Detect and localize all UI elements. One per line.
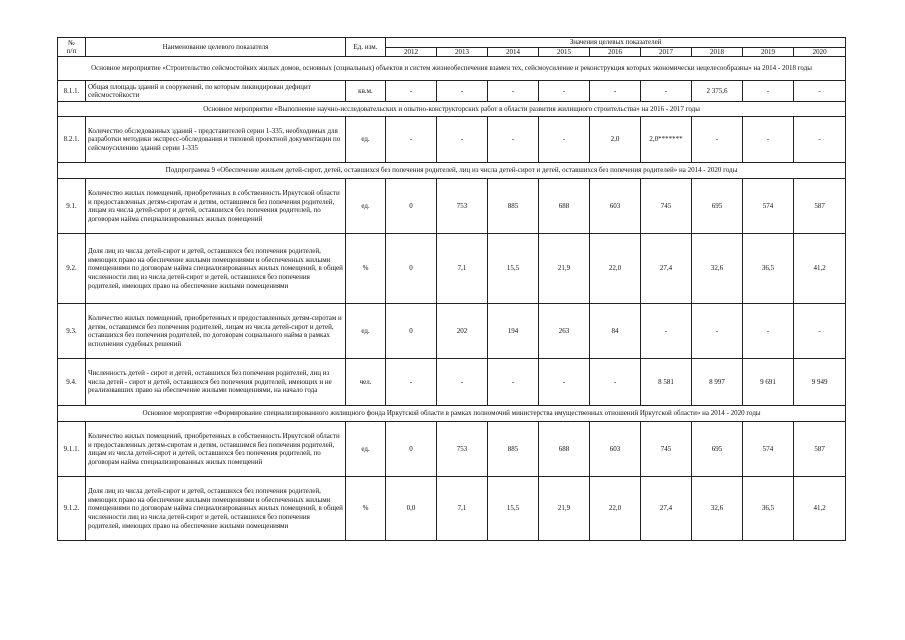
row-unit: % (346, 234, 386, 304)
row-value: - (641, 304, 692, 359)
header-year: 2014 (488, 47, 539, 57)
row-value: 574 (743, 179, 794, 234)
table-row (58, 234, 846, 304)
row-value: - (539, 81, 590, 102)
row-value: - (641, 81, 692, 102)
row-unit: ед. (346, 422, 386, 477)
row-value: 603 (590, 422, 641, 477)
row-name: Доля лиц из числа детей-сирот и детей, оставшихся без попечения родителей, имеющих право на обеспечение жилыми помещениями и обеспеченных жилыми помещениями по договорам найма специализированных жилых помещений, в общей численности лиц из числа детей-сирот и детей, оставшихся без попечения родителей, имеющих право на обеспечение жилыми помещениями (86, 477, 346, 541)
row-num: 9.1.2. (58, 477, 86, 541)
row-value: 32,6 (692, 477, 743, 541)
indicators-table (57, 37, 846, 541)
table-row (58, 304, 846, 359)
header-year: 2015 (539, 47, 590, 57)
section-header: Основное мероприятие «Формирование специализированного жилищного фонда Иркутской области в рамках полномочий министерства имущественных отношений Иркутской области» на 2014 - 2020 годы (58, 406, 846, 422)
row-value: - (692, 304, 743, 359)
row-unit: ед. (346, 117, 386, 163)
row-num: 9.3. (58, 304, 86, 359)
row-value: - (590, 359, 641, 406)
row-value: 8 581 (641, 359, 692, 406)
row-value: - (794, 81, 846, 102)
row-value: 885 (488, 422, 539, 477)
header-year: 2019 (743, 47, 794, 57)
row-value: 22,0 (590, 234, 641, 304)
header-values-group: Значения целевых показателей (386, 38, 846, 48)
row-value: 15,5 (488, 477, 539, 541)
row-num: 9.2. (58, 234, 86, 304)
row-unit: % (346, 477, 386, 541)
row-name: Количество жилых помещений, приобретенных в собственность Иркутской области и предоставленных детям-сиротам и детям, оставшимся без попечения родителей, лицам из числа детей-сирот и детей, оставшихся без попечения родителей, по договорам найма специализированных жилых помещений (86, 422, 346, 477)
row-value: - (488, 81, 539, 102)
row-value: - (743, 81, 794, 102)
header-name: Наименование целевого показателя (86, 38, 346, 57)
row-value: 36,5 (743, 234, 794, 304)
row-value: 7,1 (437, 477, 488, 541)
row-value: 2,0 (590, 117, 641, 163)
row-value: - (539, 359, 590, 406)
header-num: № п/п (58, 38, 86, 57)
row-value: - (386, 117, 437, 163)
row-value: 8 997 (692, 359, 743, 406)
row-name: Количество жилых помещений, приобретенных в собственность Иркутской области и предоставленных детям-сиротам и детям, оставшимся без попечения родителей, лицам из числа детей-сирот и детей, оставшихся без попечения родителей, по договорам найма специализированных жилых помещений (86, 179, 346, 234)
row-value: - (794, 304, 846, 359)
row-value: - (794, 117, 846, 163)
header-year: 2016 (590, 47, 641, 57)
row-value: 0 (386, 422, 437, 477)
header-unit: Ед. изм. (346, 38, 386, 57)
row-num: 9.4. (58, 359, 86, 406)
row-value: 15,5 (488, 234, 539, 304)
row-value: 0 (386, 234, 437, 304)
row-name: Общая площадь зданий и сооружений, по которым ликвидирован дефицит сейсмостойкости (86, 81, 346, 102)
section-header: Основное мероприятие «Строительство сейсмостойких жилых домов, основных (социальных) объектов и систем жизнеобеспечения взамен тех, сейсмоусиление и реконструкция которых экономически нецелесообразны» на 2014 - 2018 годы (58, 57, 846, 81)
row-value: 27,4 (641, 234, 692, 304)
row-num: 8.1.1. (58, 81, 86, 102)
row-value: 36,5 (743, 477, 794, 541)
row-value: 688 (539, 179, 590, 234)
row-num: 9.1.1. (58, 422, 86, 477)
row-value: 753 (437, 422, 488, 477)
row-value: 2 375,6 (692, 81, 743, 102)
row-value: 0 (386, 304, 437, 359)
header-year: 2017 (641, 47, 692, 57)
row-value: 753 (437, 179, 488, 234)
section-header: Подпрограмма 9 «Обеспечение жильем детей-сирот, детей, оставшихся без попечения родителей, лиц из числа детей-сирот и детей, оставшихся без попечения родителей» на 2014 - 2020 годы (58, 163, 846, 179)
row-value: - (437, 81, 488, 102)
row-unit: кв.м. (346, 81, 386, 102)
section-header: Основное мероприятие «Выполнение научно-исследовательских и опытно-конструкторских работ в области развития жилищного строительства» на 2016 - 2017 годы (58, 102, 846, 117)
row-name: Доля лиц из числа детей-сирот и детей, оставшихся без попечения родителей, имеющих право на обеспечение жилыми помещениями и обеспеченных жилыми помещениями по договорам найма специализированных жилых помещений, в общей численности лиц из числа детей-сирот и детей, оставшихся без попечения родителей, имеющих право на обеспечение жилыми помещениями (86, 234, 346, 304)
table-row (58, 477, 846, 541)
row-value: 202 (437, 304, 488, 359)
row-num: 9.1. (58, 179, 86, 234)
row-value: 41,2 (794, 477, 846, 541)
header-year: 2012 (386, 47, 437, 57)
row-value: - (437, 117, 488, 163)
row-value: 688 (539, 422, 590, 477)
table-row (58, 117, 846, 163)
row-value: 0 (386, 179, 437, 234)
row-value: 603 (590, 179, 641, 234)
row-value: 695 (692, 422, 743, 477)
row-value: - (437, 359, 488, 406)
row-value: - (743, 117, 794, 163)
row-value: 194 (488, 304, 539, 359)
row-value: 263 (539, 304, 590, 359)
row-num: 8.2.1. (58, 117, 86, 163)
row-value: 587 (794, 179, 846, 234)
row-name: Количество обследованных зданий - представителей серии 1-335, необходимых для разработки методики экспресс-обследования и типовой проектной документации по сейсмоусилению зданий серии 1-335 (86, 117, 346, 163)
row-value: - (692, 117, 743, 163)
header-year: 2020 (794, 47, 846, 57)
row-name: Количество жилых помещений, приобретенных и предоставленных детям-сиротам и детям, оставшимся без попечения родителей, лицам из числа детей-сирот и детей, оставшихся без попечения родителей, по договорам социального найма в рамках исполнения судебных решений (86, 304, 346, 359)
row-value: 0,0 (386, 477, 437, 541)
row-value: 21,9 (539, 234, 590, 304)
row-value: - (539, 117, 590, 163)
row-value: 32,6 (692, 234, 743, 304)
row-value: 745 (641, 179, 692, 234)
header-year: 2018 (692, 47, 743, 57)
row-unit: ед. (346, 179, 386, 234)
row-name: Численность детей - сирот и детей, оставшихся без попечения родителей, лиц из числа детей - сирот и детей, оставшихся без попечения родителей, имеющих и не реализовавших право на обеспечение жилыми помещениями, на начало года (86, 359, 346, 406)
row-unit: ед. (346, 304, 386, 359)
row-value: 695 (692, 179, 743, 234)
row-value: 7,1 (437, 234, 488, 304)
row-value: 574 (743, 422, 794, 477)
table-row (58, 422, 846, 477)
row-value: - (743, 304, 794, 359)
row-value: 885 (488, 179, 539, 234)
row-value: - (386, 81, 437, 102)
row-value: - (488, 117, 539, 163)
row-value: 84 (590, 304, 641, 359)
table-row (58, 81, 846, 102)
row-value: 745 (641, 422, 692, 477)
row-value: 9 691 (743, 359, 794, 406)
table-row (58, 179, 846, 234)
row-value: - (488, 359, 539, 406)
row-value: - (590, 81, 641, 102)
header-year: 2013 (437, 47, 488, 57)
row-value: 22,0 (590, 477, 641, 541)
row-value: 41,2 (794, 234, 846, 304)
row-unit: чел. (346, 359, 386, 406)
row-value: 9 949 (794, 359, 846, 406)
table-row (58, 359, 846, 406)
row-value: 21,9 (539, 477, 590, 541)
row-value: 27,4 (641, 477, 692, 541)
row-value: 587 (794, 422, 846, 477)
row-value: - (386, 359, 437, 406)
row-value: 2,0******* (641, 117, 692, 163)
